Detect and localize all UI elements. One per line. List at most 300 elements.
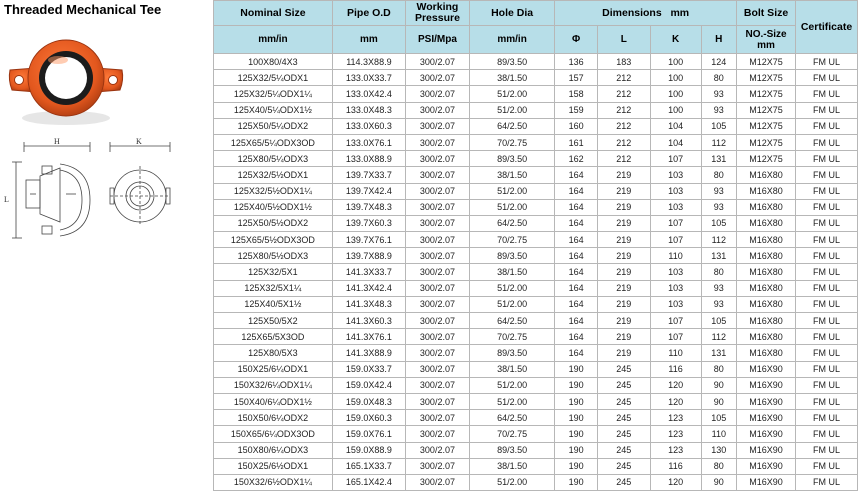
table-row <box>214 118 858 134</box>
cell-nominal-size: 150X25/6½ODX1 <box>214 458 333 474</box>
table-row <box>214 410 858 426</box>
cell-bolt-size: M16X80 <box>737 296 796 312</box>
cell-dim-h: 105 <box>701 118 737 134</box>
header-hole-dia: Hole Dia <box>469 1 554 26</box>
cell-dim-l: 219 <box>597 248 650 264</box>
header-nominal-size: Nominal Size <box>214 1 333 26</box>
cell-pressure: 300/2.07 <box>405 232 469 248</box>
cell-dim-h: 93 <box>701 296 737 312</box>
dim-k: K <box>650 26 701 54</box>
cell-hole-dia: 51/2.00 <box>469 183 554 199</box>
cell-bolt-size: M16X80 <box>737 232 796 248</box>
table-row <box>214 329 858 345</box>
cell-dim-l: 212 <box>597 102 650 118</box>
cell-bolt-size: M16X80 <box>737 313 796 329</box>
cell-nominal-size: 125X65/5¼ODX3OD <box>214 134 333 150</box>
table-row <box>214 54 858 70</box>
table-row <box>214 458 858 474</box>
cell-nominal-size: 125X80/5½ODX3 <box>214 248 333 264</box>
cell-dim-k: 103 <box>650 167 701 183</box>
cell-nominal-size: 125X50/5¼ODX2 <box>214 118 333 134</box>
cell-dim-phi: 164 <box>555 215 598 231</box>
cell-pressure: 300/2.07 <box>405 329 469 345</box>
cell-dim-k: 100 <box>650 54 701 70</box>
cell-pipe-od: 165.1X33.7 <box>332 458 405 474</box>
cell-certificate: FM UL <box>795 199 857 215</box>
cell-dim-h: 93 <box>701 199 737 215</box>
cell-dim-phi: 164 <box>555 199 598 215</box>
cell-dim-k: 107 <box>650 313 701 329</box>
cell-dim-h: 90 <box>701 393 737 409</box>
cell-dim-k: 120 <box>650 474 701 490</box>
cell-nominal-size: 125X32/5X1 <box>214 264 333 280</box>
cell-dim-h: 80 <box>701 167 737 183</box>
cell-pressure: 300/2.07 <box>405 377 469 393</box>
cell-dim-l: 219 <box>597 280 650 296</box>
cell-hole-dia: 51/2.00 <box>469 296 554 312</box>
cell-dim-phi: 164 <box>555 280 598 296</box>
cell-pressure: 300/2.07 <box>405 248 469 264</box>
cell-certificate: FM UL <box>795 183 857 199</box>
spec-table <box>213 0 858 491</box>
cell-pipe-od: 133.0X76.1 <box>332 134 405 150</box>
cell-pipe-od: 141.3X76.1 <box>332 329 405 345</box>
cell-pressure: 300/2.07 <box>405 102 469 118</box>
cell-bolt-size: M16X80 <box>737 167 796 183</box>
cell-dim-k: 110 <box>650 248 701 264</box>
cell-dim-k: 123 <box>650 442 701 458</box>
cell-dim-k: 103 <box>650 199 701 215</box>
cell-dim-phi: 190 <box>555 442 598 458</box>
unit-pressure: PSI/Mpa <box>405 26 469 54</box>
cell-dim-l: 219 <box>597 215 650 231</box>
cell-pressure: 300/2.07 <box>405 313 469 329</box>
cell-dim-k: 107 <box>650 232 701 248</box>
cell-dim-l: 245 <box>597 410 650 426</box>
cell-dim-k: 104 <box>650 134 701 150</box>
cell-certificate: FM UL <box>795 474 857 490</box>
cell-pressure: 300/2.07 <box>405 167 469 183</box>
cell-hole-dia: 51/2.00 <box>469 393 554 409</box>
cell-dim-phi: 157 <box>555 70 598 86</box>
cell-dim-h: 93 <box>701 280 737 296</box>
cell-dim-phi: 190 <box>555 474 598 490</box>
cell-bolt-size: M16X80 <box>737 329 796 345</box>
table-row <box>214 296 858 312</box>
cell-dim-h: 90 <box>701 474 737 490</box>
cell-pipe-od: 139.7X60.3 <box>332 215 405 231</box>
cell-dim-l: 212 <box>597 86 650 102</box>
cell-pipe-od: 159.0X42.4 <box>332 377 405 393</box>
cell-bolt-size: M16X80 <box>737 199 796 215</box>
cell-hole-dia: 38/1.50 <box>469 458 554 474</box>
dim-label-h: H <box>54 138 60 146</box>
cell-pipe-od: 133.0X48.3 <box>332 102 405 118</box>
cell-dim-l: 212 <box>597 118 650 134</box>
cell-pressure: 300/2.07 <box>405 296 469 312</box>
cell-hole-dia: 51/2.00 <box>469 86 554 102</box>
cell-dim-l: 245 <box>597 377 650 393</box>
cell-dim-l: 212 <box>597 134 650 150</box>
header-certificate: Certificate <box>795 1 857 54</box>
cell-dim-l: 245 <box>597 426 650 442</box>
cell-dim-h: 80 <box>701 264 737 280</box>
cell-nominal-size: 150X32/6½ODX1¼ <box>214 474 333 490</box>
cell-pipe-od: 165.1X42.4 <box>332 474 405 490</box>
cell-dim-k: 103 <box>650 296 701 312</box>
cell-bolt-size: M16X80 <box>737 215 796 231</box>
cell-dim-h: 90 <box>701 377 737 393</box>
header-dimensions-label: Dimensions <box>602 6 662 19</box>
cell-pipe-od: 114.3X88.9 <box>332 54 405 70</box>
cell-certificate: FM UL <box>795 329 857 345</box>
unit-hole: mm/in <box>469 26 554 54</box>
cell-certificate: FM UL <box>795 361 857 377</box>
table-row <box>214 345 858 361</box>
cell-dim-h: 105 <box>701 215 737 231</box>
cell-certificate: FM UL <box>795 248 857 264</box>
cell-nominal-size: 125X40/5¼ODX1½ <box>214 102 333 118</box>
cell-pressure: 300/2.07 <box>405 134 469 150</box>
cell-dim-h: 110 <box>701 426 737 442</box>
cell-nominal-size: 125X40/5X1½ <box>214 296 333 312</box>
cell-hole-dia: 89/3.50 <box>469 345 554 361</box>
table-row <box>214 393 858 409</box>
cell-bolt-size: M12X75 <box>737 151 796 167</box>
cell-dim-l: 219 <box>597 199 650 215</box>
table-row <box>214 134 858 150</box>
cell-dim-h: 80 <box>701 70 737 86</box>
cell-pipe-od: 133.0X42.4 <box>332 86 405 102</box>
cell-bolt-size: M16X90 <box>737 474 796 490</box>
cell-dim-k: 123 <box>650 426 701 442</box>
cell-pressure: 300/2.07 <box>405 393 469 409</box>
cell-dim-h: 80 <box>701 361 737 377</box>
cell-pipe-od: 159.0X60.3 <box>332 410 405 426</box>
cell-dim-phi: 190 <box>555 426 598 442</box>
cell-pressure: 300/2.07 <box>405 215 469 231</box>
cell-pressure: 300/2.07 <box>405 183 469 199</box>
cell-certificate: FM UL <box>795 151 857 167</box>
cell-nominal-size: 125X32/5¼ODX1¼ <box>214 86 333 102</box>
cell-dim-h: 93 <box>701 102 737 118</box>
cell-pressure: 300/2.07 <box>405 54 469 70</box>
cell-dim-l: 245 <box>597 442 650 458</box>
cell-pressure: 300/2.07 <box>405 70 469 86</box>
table-row <box>214 183 858 199</box>
cell-certificate: FM UL <box>795 313 857 329</box>
cell-certificate: FM UL <box>795 134 857 150</box>
cell-pipe-od: 139.7X33.7 <box>332 167 405 183</box>
spec-table-body <box>214 54 858 491</box>
header-dimensions-unit: mm <box>670 6 690 19</box>
cell-dim-h: 93 <box>701 183 737 199</box>
cell-bolt-size: M12X75 <box>737 118 796 134</box>
cell-pipe-od: 133.0X60.3 <box>332 118 405 134</box>
table-row <box>214 280 858 296</box>
cell-dim-l: 219 <box>597 183 650 199</box>
cell-dim-phi: 164 <box>555 183 598 199</box>
cell-certificate: FM UL <box>795 232 857 248</box>
cell-dim-h: 130 <box>701 442 737 458</box>
table-row <box>214 264 858 280</box>
cell-dim-k: 100 <box>650 102 701 118</box>
cell-dim-k: 123 <box>650 410 701 426</box>
cell-pressure: 300/2.07 <box>405 199 469 215</box>
table-row <box>214 442 858 458</box>
cell-bolt-size: M12X75 <box>737 102 796 118</box>
cell-hole-dia: 89/3.50 <box>469 54 554 70</box>
cell-pipe-od: 139.7X42.4 <box>332 183 405 199</box>
cell-dim-phi: 158 <box>555 86 598 102</box>
cell-hole-dia: 38/1.50 <box>469 361 554 377</box>
cell-certificate: FM UL <box>795 86 857 102</box>
cell-nominal-size: 100X80/4X3 <box>214 54 333 70</box>
cell-certificate: FM UL <box>795 118 857 134</box>
table-row <box>214 232 858 248</box>
cell-certificate: FM UL <box>795 280 857 296</box>
cell-bolt-size: M16X80 <box>737 280 796 296</box>
cell-nominal-size: 125X32/5½ODX1 <box>214 167 333 183</box>
cell-dim-phi: 161 <box>555 134 598 150</box>
cell-dim-h: 131 <box>701 248 737 264</box>
cell-certificate: FM UL <box>795 296 857 312</box>
table-row <box>214 474 858 490</box>
cell-hole-dia: 89/3.50 <box>469 151 554 167</box>
table-row <box>214 313 858 329</box>
cell-hole-dia: 70/2.75 <box>469 134 554 150</box>
cell-bolt-size: M16X80 <box>737 183 796 199</box>
cell-certificate: FM UL <box>795 70 857 86</box>
cell-dim-h: 80 <box>701 458 737 474</box>
cell-nominal-size: 125X32/5½ODX1¼ <box>214 183 333 199</box>
cell-pipe-od: 141.3X60.3 <box>332 313 405 329</box>
cell-dim-k: 103 <box>650 183 701 199</box>
cell-dim-k: 103 <box>650 264 701 280</box>
cell-dim-h: 93 <box>701 86 737 102</box>
cell-pressure: 300/2.07 <box>405 86 469 102</box>
table-row <box>214 151 858 167</box>
cell-dim-h: 131 <box>701 345 737 361</box>
cell-dim-phi: 136 <box>555 54 598 70</box>
cell-bolt-size: M16X80 <box>737 264 796 280</box>
cell-hole-dia: 89/3.50 <box>469 248 554 264</box>
table-row <box>214 102 858 118</box>
dim-label-l: L <box>4 195 9 204</box>
table-row <box>214 167 858 183</box>
cell-dim-k: 100 <box>650 70 701 86</box>
cell-hole-dia: 64/2.50 <box>469 215 554 231</box>
cell-bolt-size: M16X90 <box>737 393 796 409</box>
cell-dim-h: 131 <box>701 151 737 167</box>
cell-bolt-size: M12X75 <box>737 134 796 150</box>
cell-pipe-od: 139.7X48.3 <box>332 199 405 215</box>
cell-nominal-size: 150X40/6¼ODX1½ <box>214 393 333 409</box>
cell-dim-phi: 164 <box>555 232 598 248</box>
cell-nominal-size: 150X65/6¼ODX3OD <box>214 426 333 442</box>
cell-certificate: FM UL <box>795 410 857 426</box>
dim-l: L <box>597 26 650 54</box>
cell-nominal-size: 150X50/6¼ODX2 <box>214 410 333 426</box>
cell-dim-k: 104 <box>650 118 701 134</box>
cell-dim-phi: 159 <box>555 102 598 118</box>
cell-certificate: FM UL <box>795 215 857 231</box>
cell-bolt-size: M12X75 <box>737 54 796 70</box>
cell-hole-dia: 64/2.50 <box>469 410 554 426</box>
cell-pipe-od: 159.0X88.9 <box>332 442 405 458</box>
cell-hole-dia: 51/2.00 <box>469 474 554 490</box>
cell-bolt-size: M16X90 <box>737 426 796 442</box>
cell-pressure: 300/2.07 <box>405 410 469 426</box>
cell-dim-phi: 164 <box>555 296 598 312</box>
cell-pipe-od: 133.0X88.9 <box>332 151 405 167</box>
header-dimensions <box>555 1 737 26</box>
cell-hole-dia: 51/2.00 <box>469 102 554 118</box>
cell-bolt-size: M12X75 <box>737 70 796 86</box>
cell-pipe-od: 159.0X76.1 <box>332 426 405 442</box>
cell-pipe-od: 141.3X42.4 <box>332 280 405 296</box>
unit-od: mm <box>332 26 405 54</box>
cell-pipe-od: 141.3X48.3 <box>332 296 405 312</box>
cell-bolt-size: M16X80 <box>737 248 796 264</box>
cell-hole-dia: 38/1.50 <box>469 264 554 280</box>
table-row <box>214 70 858 86</box>
dim-label-k: K <box>136 138 142 146</box>
cell-hole-dia: 70/2.75 <box>469 329 554 345</box>
cell-certificate: FM UL <box>795 442 857 458</box>
cell-dim-h: 105 <box>701 313 737 329</box>
cell-nominal-size: 125X50/5½ODX2 <box>214 215 333 231</box>
cell-hole-dia: 51/2.00 <box>469 199 554 215</box>
cell-pressure: 300/2.07 <box>405 151 469 167</box>
table-row <box>214 248 858 264</box>
cell-dim-l: 212 <box>597 151 650 167</box>
cell-dim-k: 116 <box>650 361 701 377</box>
cell-bolt-size: M16X90 <box>737 361 796 377</box>
cell-nominal-size: 125X80/5X3 <box>214 345 333 361</box>
cell-certificate: FM UL <box>795 264 857 280</box>
cell-pressure: 300/2.07 <box>405 280 469 296</box>
header-pipe-od: Pipe O.D <box>332 1 405 26</box>
table-row <box>214 199 858 215</box>
cell-dim-phi: 190 <box>555 361 598 377</box>
header-bolt-size: Bolt Size <box>737 1 796 26</box>
cell-pipe-od: 141.3X88.9 <box>332 345 405 361</box>
cell-certificate: FM UL <box>795 345 857 361</box>
cell-hole-dia: 89/3.50 <box>469 442 554 458</box>
cell-dim-l: 219 <box>597 167 650 183</box>
cell-hole-dia: 70/2.75 <box>469 232 554 248</box>
cell-certificate: FM UL <box>795 458 857 474</box>
cell-dim-phi: 164 <box>555 345 598 361</box>
dim-h: H <box>701 26 737 54</box>
cell-pipe-od: 139.7X88.9 <box>332 248 405 264</box>
cell-nominal-size: 125X50/5X2 <box>214 313 333 329</box>
cell-dim-l: 219 <box>597 264 650 280</box>
cell-dim-h: 112 <box>701 134 737 150</box>
cell-dim-phi: 190 <box>555 393 598 409</box>
cell-pipe-od: 133.0X33.7 <box>332 70 405 86</box>
cell-dim-l: 245 <box>597 458 650 474</box>
cell-nominal-size: 125X65/5½ODX3OD <box>214 232 333 248</box>
cell-dim-h: 124 <box>701 54 737 70</box>
cell-certificate: FM UL <box>795 377 857 393</box>
cell-pressure: 300/2.07 <box>405 345 469 361</box>
cell-dim-k: 107 <box>650 329 701 345</box>
cell-pipe-od: 139.7X76.1 <box>332 232 405 248</box>
cell-hole-dia: 51/2.00 <box>469 377 554 393</box>
cell-dim-l: 219 <box>597 296 650 312</box>
cell-pressure: 300/2.07 <box>405 361 469 377</box>
cell-nominal-size: 125X40/5½ODX1½ <box>214 199 333 215</box>
cell-dim-k: 120 <box>650 393 701 409</box>
cell-dim-l: 219 <box>597 313 650 329</box>
cell-dim-phi: 164 <box>555 313 598 329</box>
table-row <box>214 377 858 393</box>
cell-bolt-size: M16X90 <box>737 442 796 458</box>
cell-nominal-size: 150X32/6¼ODX1¼ <box>214 377 333 393</box>
cell-dim-k: 116 <box>650 458 701 474</box>
cell-hole-dia: 51/2.00 <box>469 280 554 296</box>
cell-nominal-size: 125X32/5X1¼ <box>214 280 333 296</box>
cell-dim-h: 105 <box>701 410 737 426</box>
cell-dim-l: 212 <box>597 70 650 86</box>
cell-certificate: FM UL <box>795 393 857 409</box>
cell-nominal-size: 125X65/5X3OD <box>214 329 333 345</box>
header-working-pressure: Working Pressure <box>405 1 469 26</box>
cell-dim-phi: 160 <box>555 118 598 134</box>
cell-dim-phi: 190 <box>555 458 598 474</box>
cell-dim-l: 219 <box>597 329 650 345</box>
cell-certificate: FM UL <box>795 167 857 183</box>
table-row <box>214 215 858 231</box>
table-row <box>214 361 858 377</box>
cell-hole-dia: 38/1.50 <box>469 167 554 183</box>
cell-pipe-od: 159.0X48.3 <box>332 393 405 409</box>
cell-pressure: 300/2.07 <box>405 458 469 474</box>
cell-dim-phi: 164 <box>555 167 598 183</box>
cell-dim-phi: 164 <box>555 329 598 345</box>
cell-dim-k: 107 <box>650 215 701 231</box>
cell-dim-k: 103 <box>650 280 701 296</box>
bolt-sub: NO.-Size mm <box>737 26 796 54</box>
page-title: Threaded Mechanical Tee <box>4 2 162 17</box>
table-row <box>214 86 858 102</box>
unit-nominal: mm/in <box>214 26 333 54</box>
cell-dim-k: 107 <box>650 151 701 167</box>
cell-dim-phi: 162 <box>555 151 598 167</box>
cell-hole-dia: 64/2.50 <box>469 118 554 134</box>
cell-dim-k: 100 <box>650 86 701 102</box>
cell-certificate: FM UL <box>795 102 857 118</box>
cell-dim-l: 219 <box>597 232 650 248</box>
cell-hole-dia: 70/2.75 <box>469 426 554 442</box>
cell-dim-l: 245 <box>597 393 650 409</box>
cell-pipe-od: 159.0X33.7 <box>332 361 405 377</box>
cell-pressure: 300/2.07 <box>405 118 469 134</box>
cell-bolt-size: M16X90 <box>737 410 796 426</box>
cell-dim-k: 120 <box>650 377 701 393</box>
cell-pressure: 300/2.07 <box>405 442 469 458</box>
cell-dim-l: 183 <box>597 54 650 70</box>
cell-dim-h: 112 <box>701 329 737 345</box>
table-row <box>214 426 858 442</box>
cell-hole-dia: 64/2.50 <box>469 313 554 329</box>
cell-dim-k: 110 <box>650 345 701 361</box>
cell-nominal-size: 150X25/6¼ODX1 <box>214 361 333 377</box>
dimension-drawing <box>2 138 192 248</box>
cell-dim-l: 245 <box>597 361 650 377</box>
